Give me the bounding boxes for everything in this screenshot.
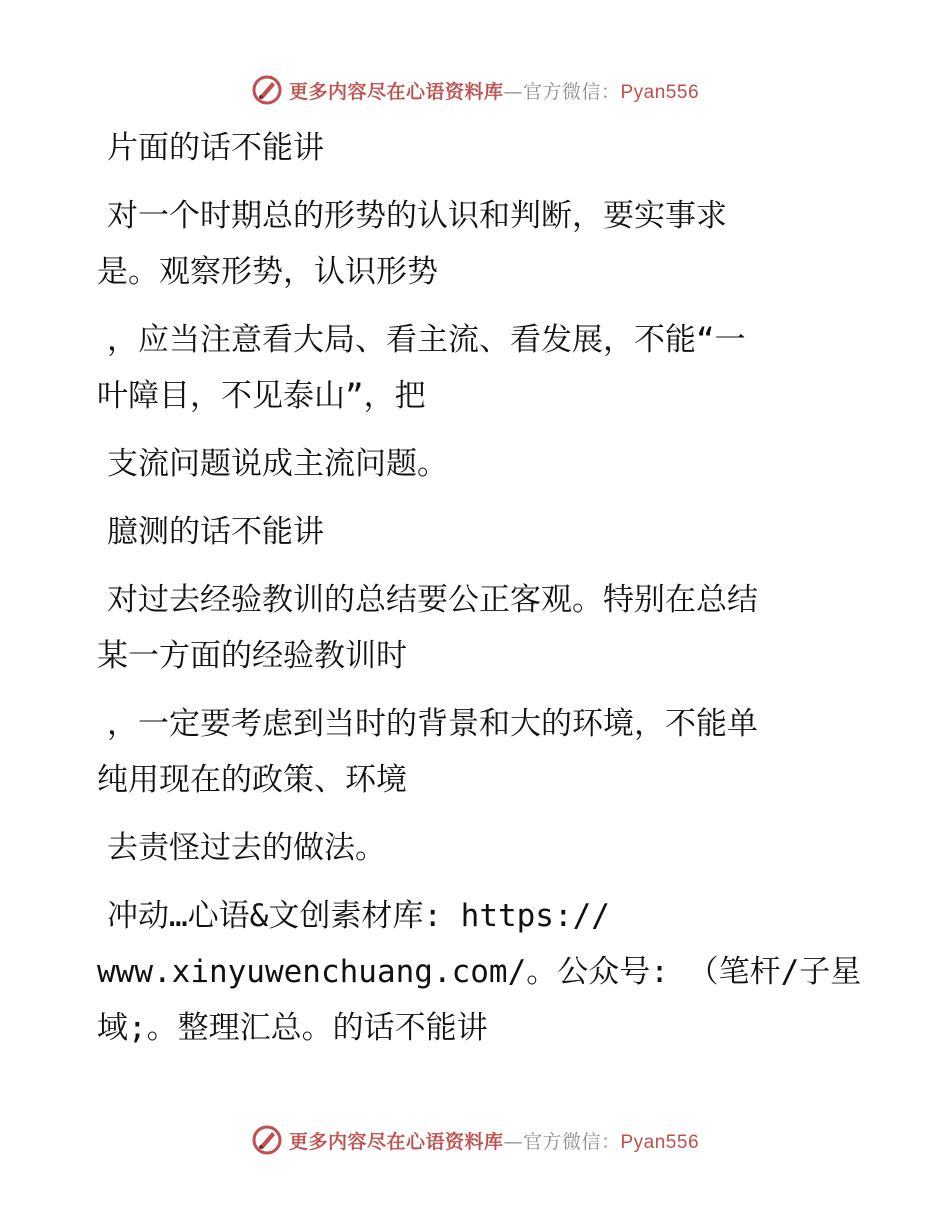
paragraph <box>97 188 857 300</box>
paragraph <box>97 312 857 424</box>
brand-logo-icon <box>251 74 283 106</box>
paragraph-line: www.xinyuwenchuang.com/。公众号: （笔杆/子星 <box>97 954 862 990</box>
brand-logo-icon <box>251 1124 283 1156</box>
footer-wechat-label: 官方微信： <box>522 1130 621 1153</box>
header-wechat-label: 官方微信： <box>522 80 621 103</box>
paragraph-line: 对一个时期总的形势的认识和判断，要实事求 <box>107 198 727 234</box>
paragraph-line: 对过去经验教训的总结要公正客观。特别在总结 <box>107 582 758 618</box>
footer-dash: — <box>503 1130 523 1153</box>
paragraph-line: 片面的话不能讲 <box>107 130 324 166</box>
paragraph-line: 某一方面的经验教训时 <box>97 638 407 674</box>
header-wechat-id: Pyan556 <box>620 81 700 103</box>
footer-wechat-id: Pyan556 <box>620 1131 700 1153</box>
paragraph-line: 支流问题说成主流问题。 <box>107 446 448 482</box>
paragraph <box>97 888 862 1056</box>
paragraph <box>97 572 857 684</box>
paragraph <box>97 120 857 176</box>
header-dash: — <box>503 80 523 103</box>
paragraph-line: 是。观察形势，认识形势 <box>97 254 438 290</box>
paragraph <box>97 696 857 808</box>
paragraph-line: ，一定要考虑到当时的背景和大的环境，不能单 <box>107 706 758 742</box>
header-text <box>289 77 699 104</box>
paragraph <box>97 820 857 876</box>
paragraph <box>97 436 857 492</box>
paragraph-line: 域;。整理汇总。的话不能讲 <box>97 1010 488 1046</box>
paragraph <box>97 504 857 560</box>
footer-text <box>289 1127 699 1154</box>
paragraph-line: 臆测的话不能讲 <box>107 514 324 550</box>
document-body <box>97 120 862 1068</box>
paragraph-line: 纯用现在的政策、环境 <box>97 762 407 798</box>
paragraph-line: 叶障目，不见泰山”，把 <box>97 378 426 414</box>
paragraph-line: 冲动…心语&文创素材库: https:// <box>107 898 610 934</box>
footer-brand-text: 更多内容尽在心语资料库 <box>288 1130 504 1153</box>
paragraph-line: 去责怪过去的做法。 <box>107 830 386 866</box>
footer-banner <box>0 1120 950 1160</box>
header-banner <box>0 70 950 110</box>
header-brand-text: 更多内容尽在心语资料库 <box>288 80 504 103</box>
paragraph-line: ，应当注意看大局、看主流、看发展，不能“一 <box>107 322 746 358</box>
